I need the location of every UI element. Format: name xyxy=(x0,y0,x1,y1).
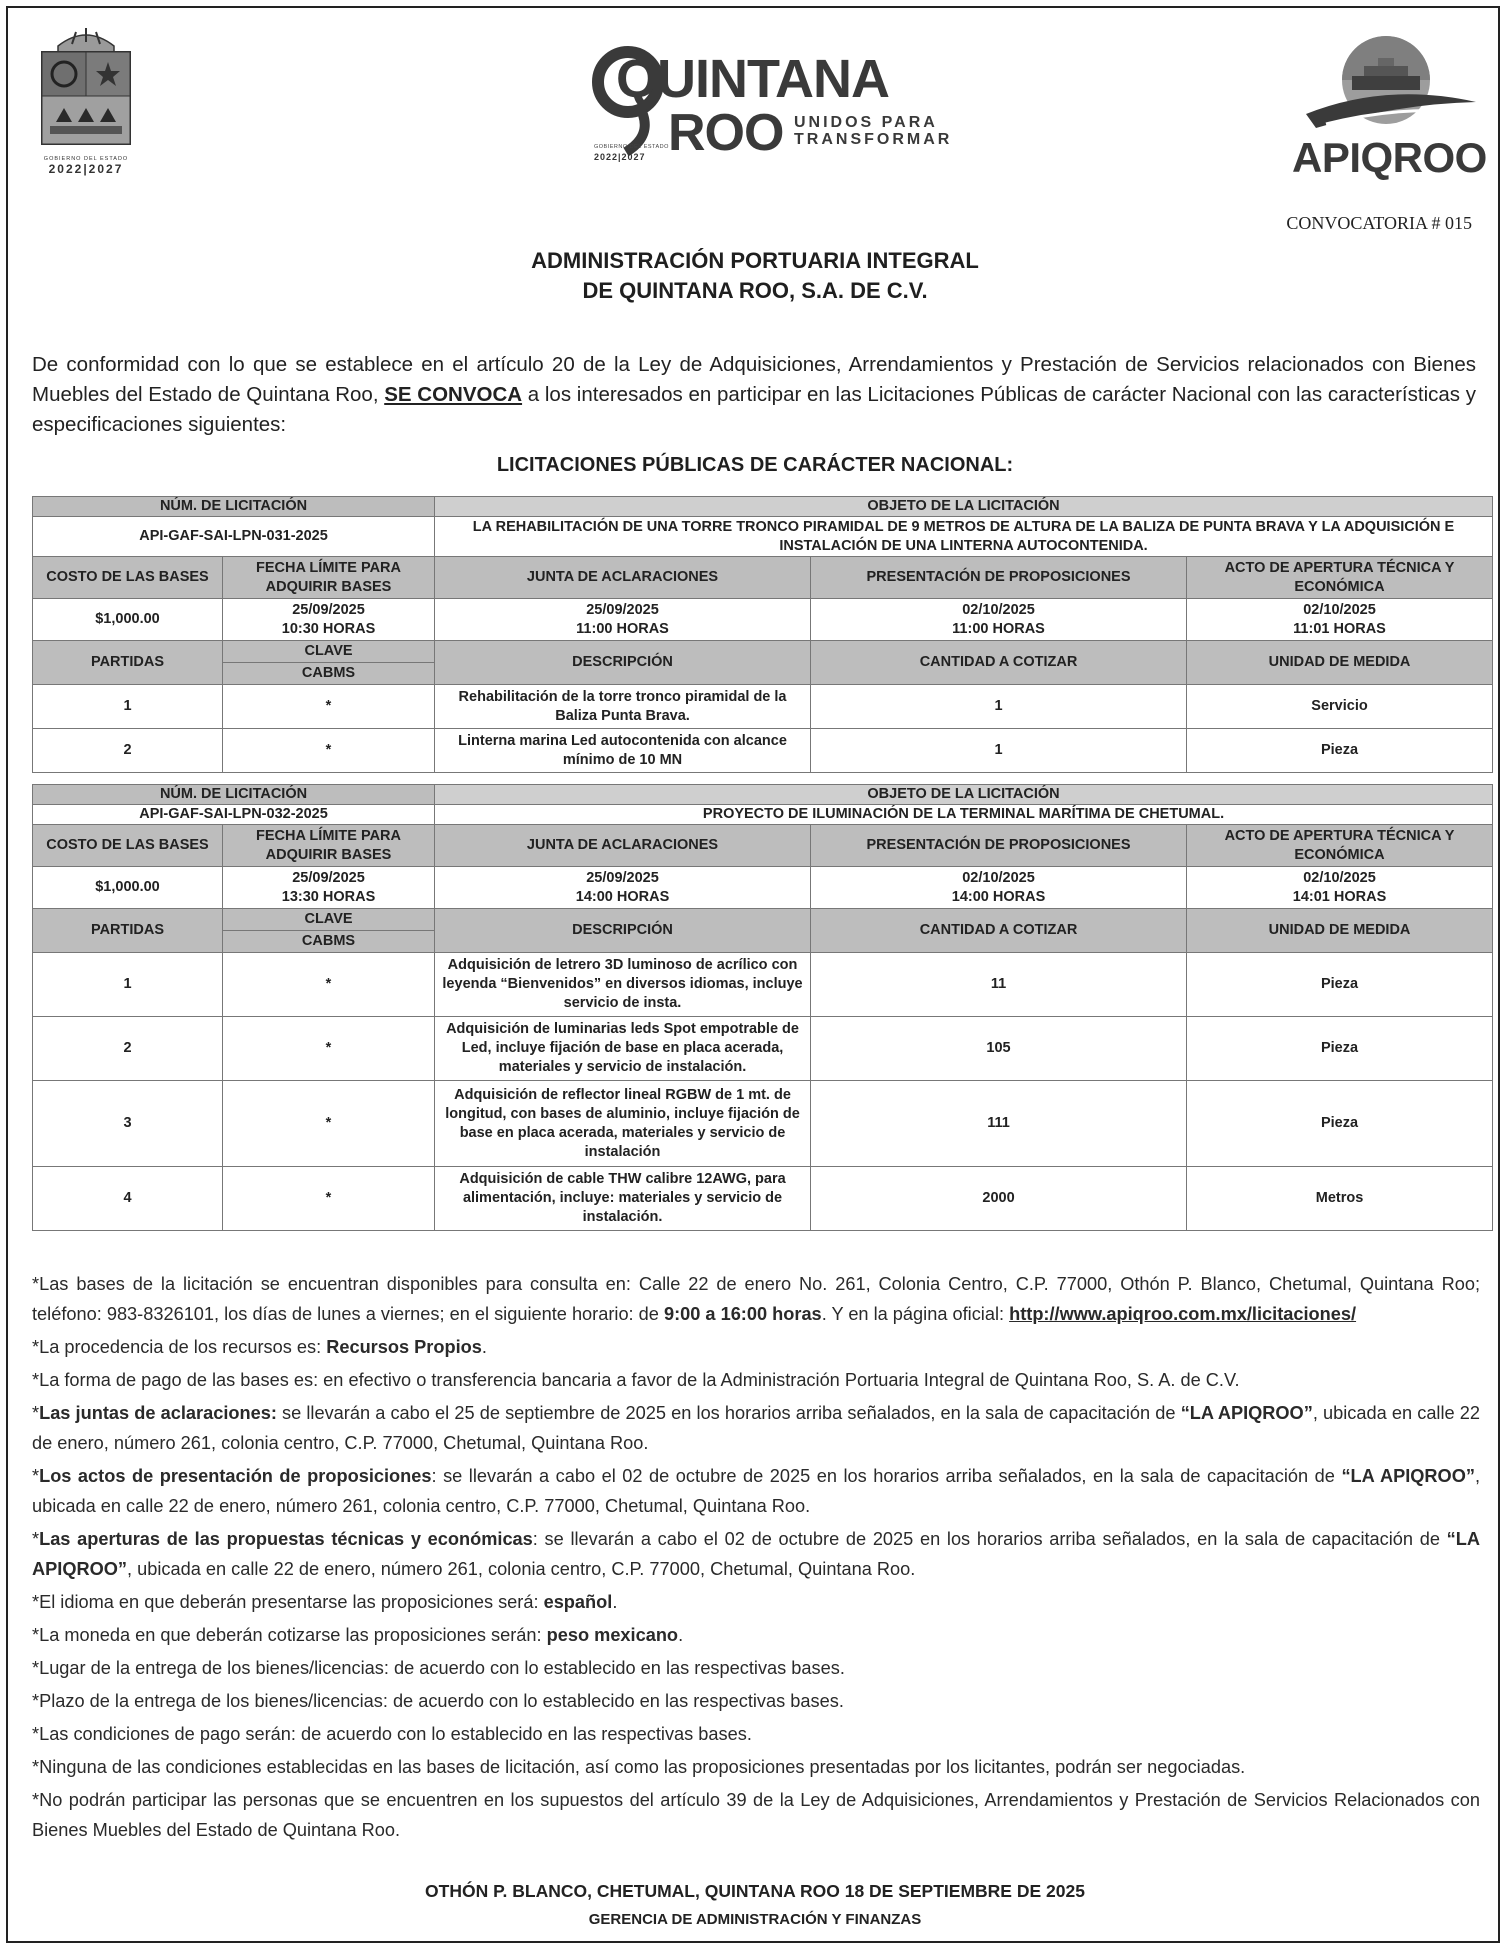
note-text: . Y en la página oficial: xyxy=(821,1304,1010,1324)
note-text: *Las bases de la licitación se encuentran disponibles para consulta en: Calle 22 de enero No. 261, Colonia Centro, C.P. 77000, Othón P. Blanco, Chetumal, Quintana Roo; teléfono: 983-8326101, los días de lunes a viernes; en el siguiente horario: de xyxy=(32,1274,1480,1324)
gov-small-text: GOBIERNO DEL ESTADO xyxy=(43,156,129,162)
partida-cantidad: 111 xyxy=(811,1081,1187,1167)
logo-years: 2022|2027 xyxy=(594,152,646,162)
num-header: NÚM. DE LICITACIÓN xyxy=(33,497,435,517)
intro-emphasis: SE CONVOCA xyxy=(384,383,523,406)
acto-value xyxy=(1187,867,1493,909)
intro-part1: De conformidad con lo que se establece en el artículo 20 de la Ley de Adquisiciones, Arrendamientos y Prestación de Servicios relacionados con Bienes Muebles del Estado de Quintana Roo, xyxy=(32,353,1476,406)
acto-date: 02/10/2025 xyxy=(1303,601,1376,618)
present-time: 14:00 HORAS xyxy=(951,888,1046,905)
note-text: , ubicada en calle 22 de enero, número 261, colonia centro, C.P. 77000, Chetumal, Quintana Roo. xyxy=(32,1466,1480,1516)
table-row xyxy=(33,953,1493,1017)
partidas-header: PARTIDAS xyxy=(33,909,223,953)
presentacion-value xyxy=(811,867,1187,909)
note-bold: español xyxy=(543,1592,613,1612)
cantidad-header: CANTIDAD A COTIZAR xyxy=(811,641,1187,685)
partida-clave: * xyxy=(223,1081,435,1167)
presentacion-value xyxy=(811,599,1187,641)
clave-header: CLAVE xyxy=(223,641,435,663)
note-text: * xyxy=(32,1403,40,1423)
acto-header: ACTO DE APERTURA TÉCNICA Y ECONÓMICA xyxy=(1187,557,1493,599)
junta-value xyxy=(435,867,811,909)
note-lugar: *Lugar de la entrega de los bienes/licencias: de acuerdo con lo establecido en las respectivas bases. xyxy=(32,1658,845,1678)
partida-num: 2 xyxy=(33,1017,223,1081)
note-aperturas xyxy=(32,1524,1480,1584)
table-title: LICITACIONES PÚBLICAS DE CARÁCTER NACIONAL: xyxy=(496,454,1014,476)
junta-header: JUNTA DE ACLARACIONES xyxy=(435,825,811,867)
table-row xyxy=(33,685,1493,729)
intro-part2: a los interesados en participar en las Licitaciones Públicas de carácter Nacional con las características y especificaciones siguientes: xyxy=(32,383,1476,436)
partida-cantidad: 1 xyxy=(811,729,1187,773)
fecha-time: 10:30 HORAS xyxy=(281,620,376,637)
presentacion-header: PRESENTACIÓN DE PROPOSICIONES xyxy=(811,557,1187,599)
partida-clave: * xyxy=(223,953,435,1017)
fecha-date: 25/09/2025 xyxy=(292,601,365,618)
junta-date: 25/09/2025 xyxy=(586,869,659,886)
cantidad-header: CANTIDAD A COTIZAR xyxy=(811,909,1187,953)
licitacion-objeto: PROYECTO DE ILUMINACIÓN DE LA TERMINAL MARÍTIMA DE CHETUMAL. xyxy=(435,805,1493,825)
partida-unidad: Metros xyxy=(1187,1167,1493,1231)
note-text: *La moneda en que deberán cotizarse las proposiciones serán: xyxy=(32,1625,547,1645)
note-plazo: *Plazo de la entrega de los bienes/licencias: de acuerdo con lo establecido en las respectivas bases. xyxy=(32,1691,844,1711)
num-header: NÚM. DE LICITACIÓN xyxy=(33,785,435,805)
clave-header: CLAVE xyxy=(223,909,435,931)
note-text: , ubicada en calle 22 de enero, número 261, colonia centro, C.P. 77000, Chetumal, Quintana Roo. xyxy=(32,1403,1481,1453)
note-text: se llevarán a cabo el 25 de septiembre de 2025 en los horarios arriba señalados, en la sala de capacitación de xyxy=(276,1403,1181,1423)
note-bold: “LA APIQROO” xyxy=(1180,1403,1313,1423)
fecha-value xyxy=(223,867,435,909)
fecha-header: FECHA LÍMITE PARA ADQUIRIR BASES xyxy=(223,557,435,599)
note-bold: Las aperturas de las propuestas técnicas y económicas xyxy=(39,1529,533,1549)
unidad-header: UNIDAD DE MEDIDA xyxy=(1187,909,1493,953)
state-coat-of-arms xyxy=(36,26,136,176)
junta-time: 14:00 HORAS xyxy=(575,888,670,905)
licitacion-table-031 xyxy=(32,496,1493,773)
footer xyxy=(8,1876,1502,1934)
org-title-line1: ADMINISTRACIÓN PORTUARIA INTEGRAL xyxy=(531,248,979,273)
partida-descripcion: Linterna marina Led autocontenida con alcance mínimo de 10 MN xyxy=(435,729,811,773)
present-date: 02/10/2025 xyxy=(962,601,1035,618)
note-bold: Recursos Propios xyxy=(326,1337,482,1357)
objeto-header: OBJETO DE LA LICITACIÓN xyxy=(435,785,1493,805)
costo-header: COSTO DE LAS BASES xyxy=(33,557,223,599)
partida-cantidad: 2000 xyxy=(811,1167,1187,1231)
partida-unidad: Servicio xyxy=(1187,685,1493,729)
acto-header: ACTO DE APERTURA TÉCNICA Y ECONÓMICA xyxy=(1187,825,1493,867)
note-text: , ubicada en calle 22 de enero, número 261, colonia centro, C.P. 77000, Chetumal, Quintana Roo. xyxy=(127,1559,916,1579)
junta-value xyxy=(435,599,811,641)
partida-descripcion: Adquisición de letrero 3D luminoso de acrílico con leyenda “Bienvenidos” en diversos idiomas, incluye servicio de insta. xyxy=(435,953,811,1017)
note-text: *La procedencia de los recursos es: xyxy=(32,1337,327,1357)
partida-clave: * xyxy=(223,729,435,773)
present-date: 02/10/2025 xyxy=(962,869,1035,886)
gov-years: 2022|2027 xyxy=(48,162,124,176)
logo-quintana-text: QUINTANA xyxy=(616,49,889,109)
header xyxy=(8,8,1498,213)
fecha-header: FECHA LÍMITE PARA ADQUIRIR BASES xyxy=(223,825,435,867)
note-bold: Las juntas de aclaraciones: xyxy=(39,1403,277,1423)
logo-tagline xyxy=(794,114,952,148)
cabms-header: CABMS xyxy=(223,931,435,953)
note-text: * xyxy=(32,1529,40,1549)
coat-of-arms-icon xyxy=(36,26,136,154)
licitacion-table-032 xyxy=(32,784,1493,1231)
convocatoria-number: CONVOCATORIA # 015 xyxy=(1286,213,1472,233)
footer-department: GERENCIA DE ADMINISTRACIÓN Y FINANZAS xyxy=(588,1911,922,1928)
ship-emblem-icon xyxy=(1286,32,1486,137)
footer-place-date: OTHÓN P. BLANCO, CHETUMAL, QUINTANA ROO 18 DE SEPTIEMBRE DE 2025 xyxy=(425,1881,1085,1901)
org-title-line2: DE QUINTANA ROO, S.A. DE C.V. xyxy=(582,278,928,303)
partida-cantidad: 1 xyxy=(811,685,1187,729)
acto-time: 11:01 HORAS xyxy=(1293,620,1386,637)
note-condiciones-pago: *Las condiciones de pago serán: de acuerdo con lo establecido en las respectivas bases. xyxy=(32,1724,752,1744)
cabms-header: CABMS xyxy=(223,663,435,685)
descripcion-header: DESCRIPCIÓN xyxy=(435,909,811,953)
note-idioma xyxy=(32,1587,1480,1617)
note-recursos xyxy=(32,1332,1480,1362)
licitaciones-link[interactable]: http://www.apiqroo.com.mx/licitaciones/ xyxy=(1009,1304,1357,1324)
partida-num: 2 xyxy=(33,729,223,773)
partida-descripcion: Adquisición de reflector lineal RGBW de 1 mt. de longitud, con bases de aluminio, incluye fijación de base en placa acerada, materiales y servicio de instalación xyxy=(435,1081,811,1167)
table-row xyxy=(33,1017,1493,1081)
table-row xyxy=(33,729,1493,773)
present-time: 11:00 HORAS xyxy=(952,620,1045,637)
junta-time: 11:00 HORAS xyxy=(576,620,669,637)
note-moneda xyxy=(32,1620,1480,1650)
note-negociacion: *Ninguna de las condiciones establecidas en las bases de licitación, así como las proposiciones presentadas por los licitantes, podrán ser negociadas. xyxy=(32,1757,1246,1777)
partida-num: 3 xyxy=(33,1081,223,1167)
costo-header: COSTO DE LAS BASES xyxy=(33,825,223,867)
acto-date: 02/10/2025 xyxy=(1303,869,1376,886)
table-row xyxy=(33,1081,1493,1167)
note-pago: *La forma de pago de las bases es: en efectivo o transferencia bancaria a favor de la Administración Portuaria Integral de Quintana Roo, S. A. de C.V. xyxy=(32,1370,1240,1390)
partida-unidad: Pieza xyxy=(1187,1081,1493,1167)
logo-tagline-1: UNIDOS PARA xyxy=(794,114,938,131)
note-restricciones: *No podrán participar las personas que se encuentren en los supuestos del artículo 39 de la Ley de Adquisiciones, Arrendamientos y Prestación de Servicios Relacionados con Bienes Muebles del Estado de Quintana Roo. xyxy=(32,1790,1480,1840)
junta-header: JUNTA DE ACLARACIONES xyxy=(435,557,811,599)
partida-cantidad: 11 xyxy=(811,953,1187,1017)
presentacion-header: PRESENTACIÓN DE PROPOSICIONES xyxy=(811,825,1187,867)
note-bold: Los actos de presentación de proposiciones xyxy=(39,1466,432,1486)
objeto-header: OBJETO DE LA LICITACIÓN xyxy=(435,497,1493,517)
apiqroo-logo xyxy=(1286,32,1486,192)
note-bold: 9:00 a 16:00 horas xyxy=(663,1304,822,1324)
note-bases xyxy=(32,1269,1480,1329)
partida-unidad: Pieza xyxy=(1187,953,1493,1017)
quintana-roo-logo xyxy=(586,48,953,173)
note-text: : se llevarán a cabo el 02 de octubre de 2025 en los horarios arriba señalados, en la sala de capacitación de xyxy=(532,1529,1447,1549)
junta-date: 25/09/2025 xyxy=(586,601,659,618)
intro-paragraph xyxy=(32,350,1476,440)
acto-value xyxy=(1187,599,1493,641)
partida-unidad: Pieza xyxy=(1187,1017,1493,1081)
note-text: *El idioma en que deberán presentarse las proposiciones será: xyxy=(32,1592,544,1612)
partida-num: 4 xyxy=(33,1167,223,1231)
licitacion-number: API-GAF-SAI-LPN-032-2025 xyxy=(33,805,435,825)
fecha-value xyxy=(223,599,435,641)
note-bold: peso mexicano xyxy=(546,1625,679,1645)
partida-descripcion: Adquisición de luminarias leds Spot empotrable de Led, incluye fijación de base en placa acerada, materiales y servicio de instalación. xyxy=(435,1017,811,1081)
licitacion-objeto: LA REHABILITACIÓN DE UNA TORRE TRONCO PIRAMIDAL DE 9 METROS DE ALTURA DE LA BALIZA DE PUNTA BRAVA Y LA ADQUISICIÓN E INSTALACIÓN DE UNA LINTERNA AUTOCONTENIDA. xyxy=(435,517,1493,557)
note-juntas xyxy=(32,1398,1480,1458)
apiqroo-name: APIQROO xyxy=(1292,134,1487,181)
partida-cantidad: 105 xyxy=(811,1017,1187,1081)
table-row xyxy=(33,1167,1493,1231)
unidad-header: UNIDAD DE MEDIDA xyxy=(1187,641,1493,685)
partida-num: 1 xyxy=(33,953,223,1017)
partida-descripcion: Adquisición de cable THW calibre 12AWG, para alimentación, incluye: materiales y servicio de instalación. xyxy=(435,1167,811,1231)
licitacion-number: API-GAF-SAI-LPN-031-2025 xyxy=(33,517,435,557)
organization-title xyxy=(8,246,1502,306)
acto-time: 14:01 HORAS xyxy=(1292,888,1387,905)
note-bold: “LA APIQROO” xyxy=(1341,1466,1475,1486)
notice-page xyxy=(6,6,1500,1943)
fecha-time: 13:30 HORAS xyxy=(281,888,376,905)
note-text: * xyxy=(32,1466,40,1486)
partida-descripcion: Rehabilitación de la torre tronco piramidal de la Baliza Punta Brava. xyxy=(435,685,811,729)
partida-clave: * xyxy=(223,1017,435,1081)
partida-num: 1 xyxy=(33,685,223,729)
logo-small-text: GOBIERNO DEL ESTADO xyxy=(594,144,669,150)
fecha-date: 25/09/2025 xyxy=(292,869,365,886)
logo-roo-text: ROO xyxy=(668,104,784,162)
note-text: . xyxy=(481,1337,487,1357)
note-text: : se llevarán a cabo el 02 de octubre de 2025 en los horarios arriba señalados, en la sala de capacitación de xyxy=(431,1466,1342,1486)
partida-clave: * xyxy=(223,1167,435,1231)
note-bold: “LA APIQROO” xyxy=(32,1529,1480,1579)
notes-section xyxy=(32,1269,1480,1848)
partida-clave: * xyxy=(223,685,435,729)
note-text: . xyxy=(612,1592,618,1612)
logo-tagline-2: TRANSFORMAR xyxy=(794,131,953,148)
partida-unidad: Pieza xyxy=(1187,729,1493,773)
note-actos xyxy=(32,1461,1480,1521)
costo-value: $1,000.00 xyxy=(33,599,223,641)
partidas-header: PARTIDAS xyxy=(33,641,223,685)
descripcion-header: DESCRIPCIÓN xyxy=(435,641,811,685)
note-text: . xyxy=(678,1625,684,1645)
costo-value: $1,000.00 xyxy=(33,867,223,909)
